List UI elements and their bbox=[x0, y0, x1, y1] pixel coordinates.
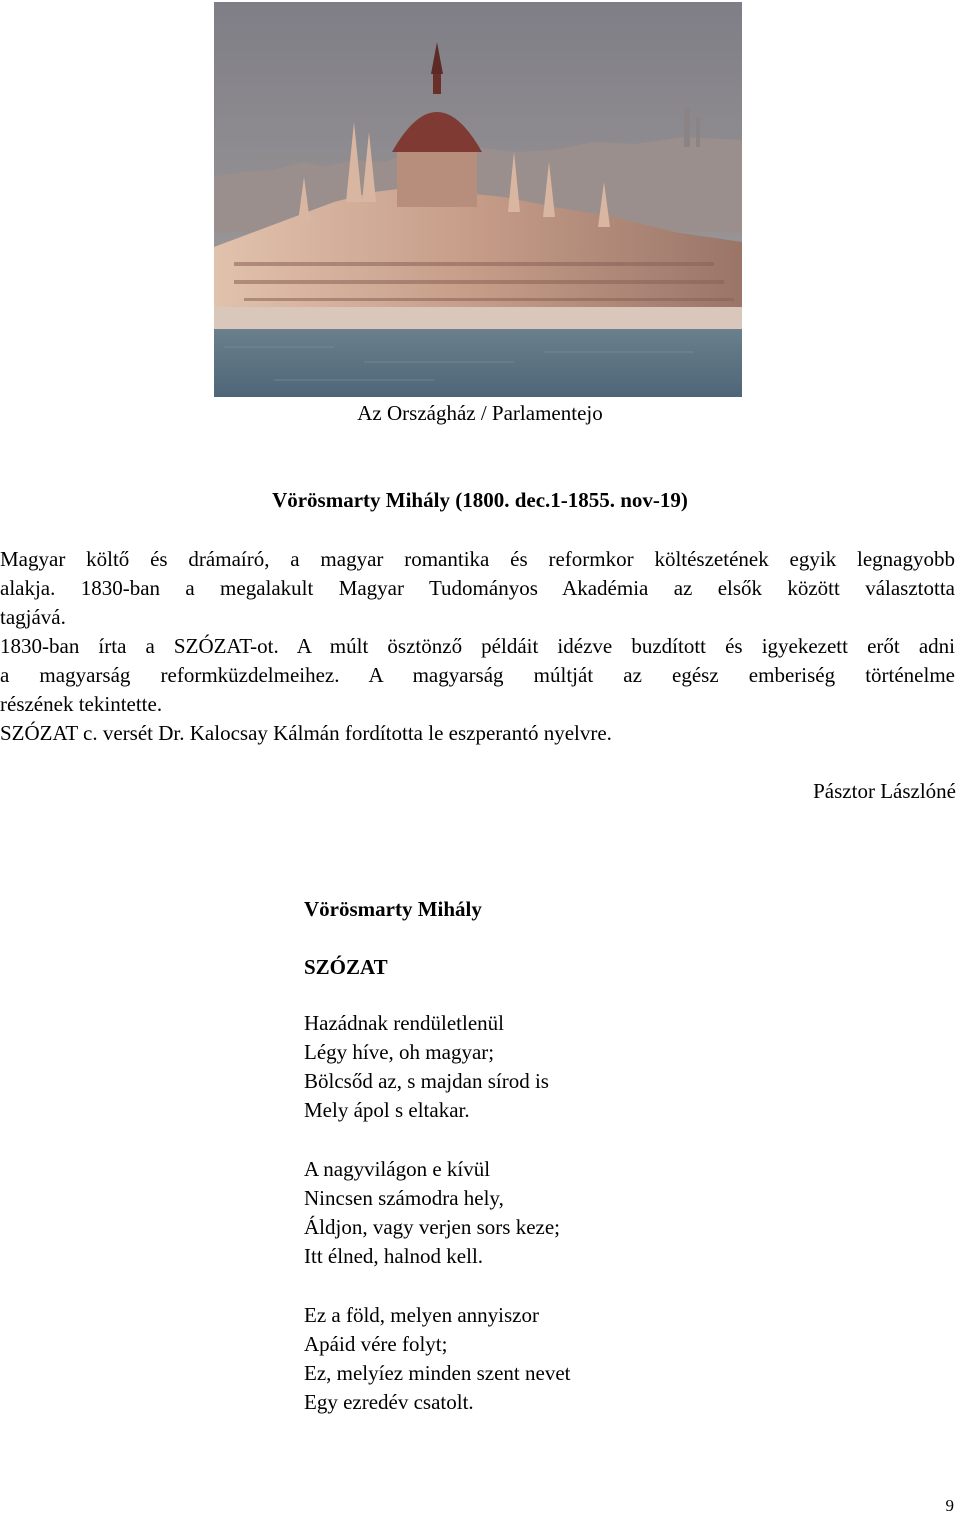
poem-line: A nagyvilágon e kívül bbox=[304, 1157, 491, 1181]
poem-line: Nincsen számodra hely, bbox=[304, 1186, 504, 1210]
poem-line: Egy ezredév csatolt. bbox=[304, 1390, 474, 1414]
prose-line: tagjává. bbox=[0, 605, 66, 629]
poem-stanza bbox=[304, 1155, 570, 1271]
poem-title: SZÓZAT bbox=[304, 955, 388, 979]
prose-line: alakja. 1830-ban a megalakult Magyar Tudományos Akadémia az elsők között választotta bbox=[0, 576, 955, 600]
parliament-photo bbox=[214, 2, 742, 397]
poem-line: Légy híve, oh magyar; bbox=[304, 1040, 495, 1064]
poem-stanza bbox=[304, 1301, 570, 1417]
poem-line: Mely ápol s eltakar. bbox=[304, 1098, 470, 1122]
poem-line: Itt élned, halnod kell. bbox=[304, 1244, 484, 1268]
prose-line: a magyarság reformküzdelmeihez. A magyarság múltját az egész emberiség történelme bbox=[0, 663, 955, 687]
poem bbox=[304, 895, 570, 1417]
page-number: 9 bbox=[945, 1496, 954, 1515]
prose-line: Magyar költő és drámaíró, a magyar romantika és reformkor költészetének egyik legnagyobb bbox=[0, 547, 955, 571]
poem-line: Áldjon, vagy verjen sors keze; bbox=[304, 1215, 561, 1239]
signature: Pásztor Lászlóné bbox=[813, 779, 956, 803]
prose-line: részének tekintette. bbox=[0, 692, 163, 716]
poem-line: Hazádnak rendületlenül bbox=[304, 1011, 504, 1035]
poem-line: Apáid vére folyt; bbox=[304, 1332, 448, 1356]
poem-line: Ez, melyíez minden szent nevet bbox=[304, 1361, 571, 1385]
section-heading: Vörösmarty Mihály (1800. dec.1-1855. nov-19) bbox=[272, 488, 688, 512]
poem-line: Ez a föld, melyen annyiszor bbox=[304, 1303, 539, 1327]
biography-text bbox=[0, 545, 955, 748]
prose-line: SZÓZAT c. versét Dr. Kalocsay Kálmán fordította le eszperantó nyelvre. bbox=[0, 721, 612, 745]
prose-line: 1830-ban írta a SZÓZAT-ot. A múlt ösztönző példáit idézve buzdított és igyekezett erőt adni bbox=[0, 634, 955, 658]
photo-caption: Az Országház / Parlamentejo bbox=[357, 401, 603, 425]
poem-stanza bbox=[304, 1009, 570, 1125]
poem-author: Vörösmarty Mihály bbox=[304, 897, 482, 921]
poem-line: Bölcsőd az, s majdan sírod is bbox=[304, 1069, 549, 1093]
